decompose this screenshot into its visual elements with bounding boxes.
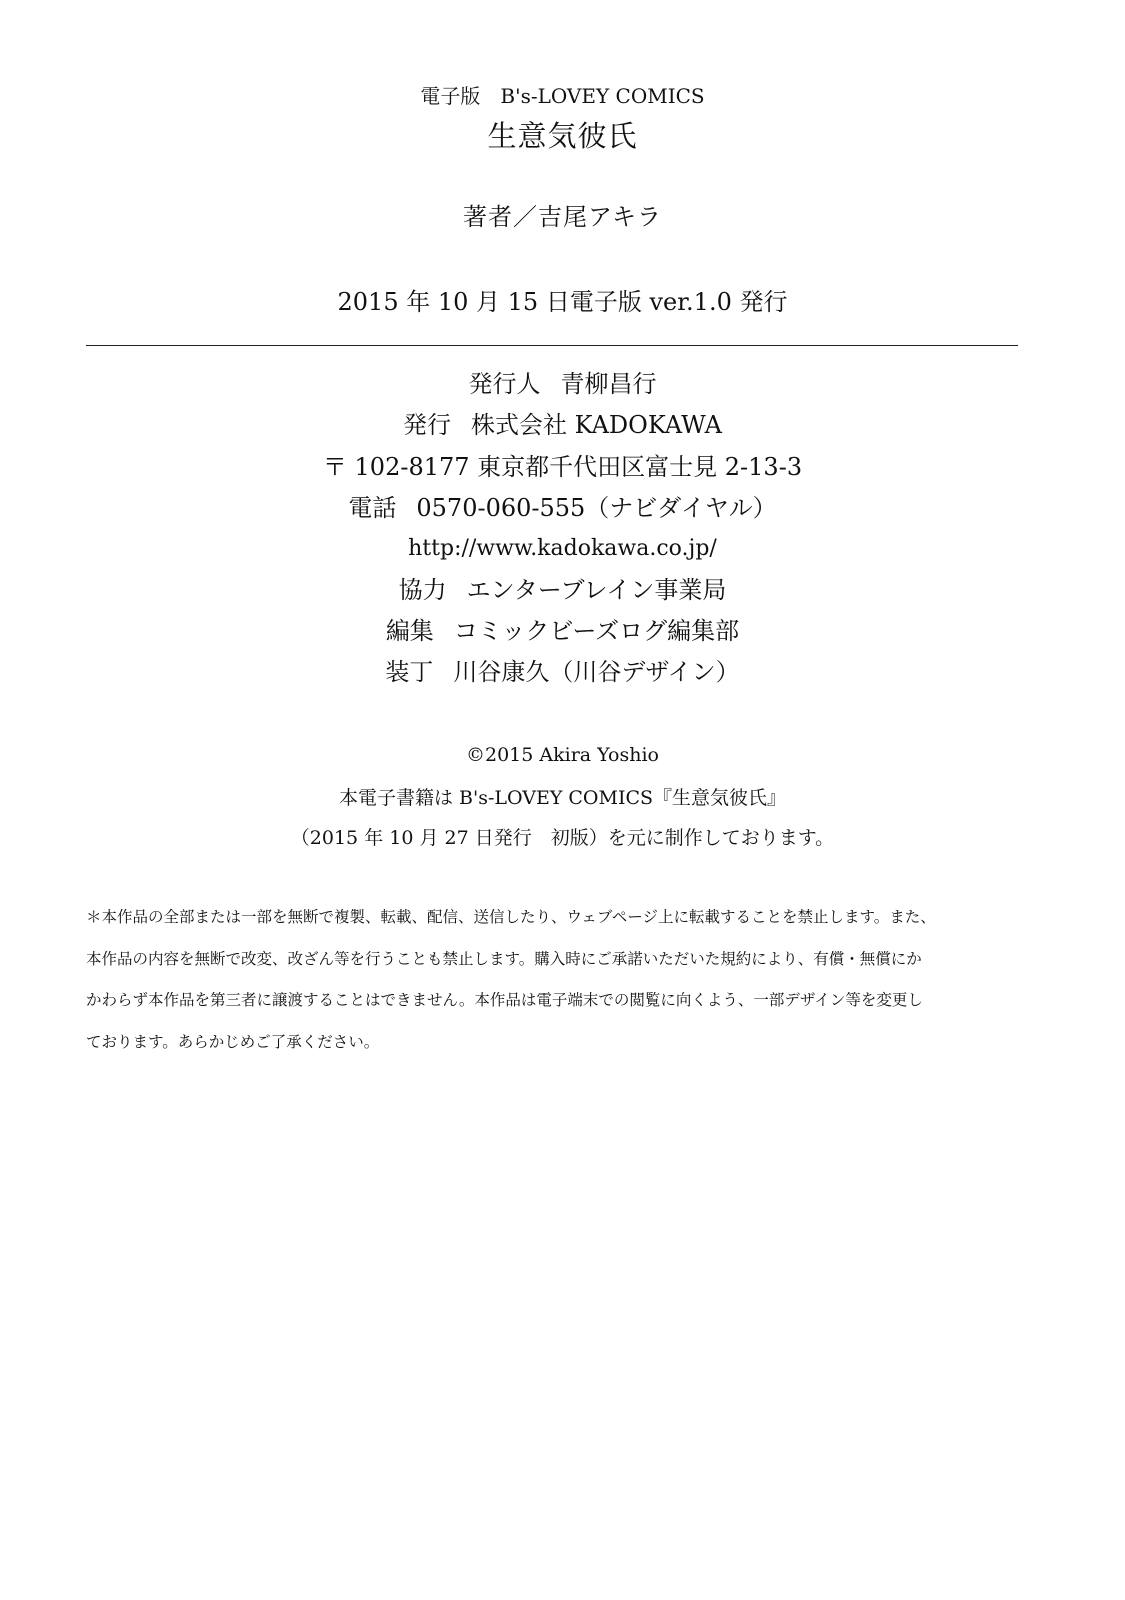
- publisher-person-label: 発行人: [468, 370, 541, 398]
- phone-value: 0570-060-555（ナビダイヤル）: [416, 494, 777, 522]
- notice-line: ＊本作品の全部または一部を無断で複製、転載、配信、送信したり、ウェブページ上に転載することを禁止します。また、: [86, 908, 936, 926]
- source-edition-line: （2015 年 10 月 27 日発行 初版）を元に制作しております。: [290, 827, 835, 849]
- publisher-value: 株式会社 KADOKAWA: [471, 411, 722, 439]
- publisher-person-value: 青柳昌行: [560, 370, 657, 398]
- editing-label: 編集: [385, 617, 434, 645]
- book-title: 生意気彼氏: [487, 119, 638, 153]
- copyright-line: ©2015 Akira Yoshio: [466, 744, 659, 766]
- cooperation-label: 協力: [398, 576, 447, 604]
- notice-line: ております。あらかじめご了承ください。: [86, 1033, 380, 1051]
- series-label: 電子版 B's-LOVEY COMICS: [420, 84, 705, 108]
- publisher-row: [0, 409, 1125, 441]
- publisher-label: 発行: [403, 411, 452, 439]
- editing-value: コミックビーズログ編集部: [453, 617, 740, 645]
- design-row: [0, 656, 1125, 688]
- cooperation-row: [0, 574, 1125, 606]
- phone-label: 電話: [348, 494, 397, 522]
- design-label: 装丁: [385, 658, 434, 686]
- notice-line: 本作品の内容を無断で改変、改ざん等を行うことも禁止します。購入時にご承諾いただいた規約により、有償・無償にか: [86, 950, 922, 968]
- publisher-person-row: [0, 368, 1125, 400]
- publisher-url: http://www.kadokawa.co.jp/: [408, 536, 717, 561]
- cooperation-value: エンターブレイン事業局: [466, 576, 727, 604]
- author-line: 著者／吉尾アキラ: [462, 203, 663, 231]
- address-line: 〒 102-8177 東京都千代田区富士見 2-13-3: [322, 453, 803, 481]
- notice-line: かわらず本作品を第三者に譲渡することはできません。本作品は電子端末での閲覧に向くよう、一部デザイン等を変更し: [86, 991, 923, 1009]
- source-line: 本電子書籍は B's-LOVEY COMICS『生意気彼氏』: [338, 787, 787, 809]
- phone-row: [0, 492, 1125, 524]
- release-line: 2015 年 10 月 15 日電子版 ver.1.0 発行: [337, 288, 788, 316]
- divider-rule: [86, 345, 1018, 346]
- design-value: 川谷康久（川谷デザイン）: [453, 658, 740, 686]
- editing-row: [0, 615, 1125, 647]
